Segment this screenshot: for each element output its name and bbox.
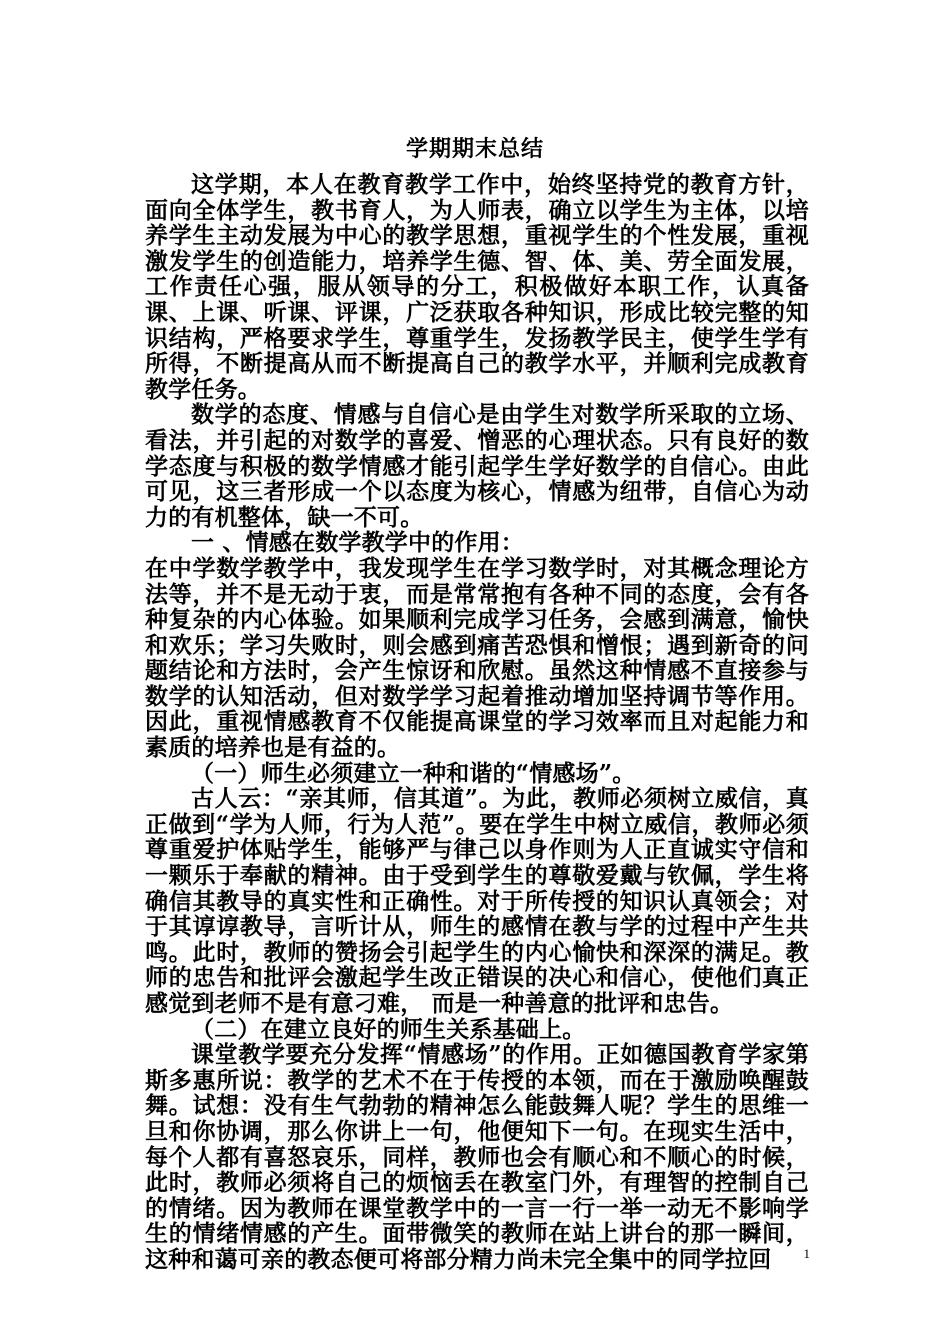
document-title: 学期期末总结 bbox=[405, 136, 544, 162]
paragraph-math-attitude: 数学的态度、情感与自信心是由学生对数学所采取的立场、看法，并引起的对数学的喜爱、憎恶的心理状态。只有良好的数学态度与积极的数学情感才能引起学生学好数学的自信心。由此可见，这三者形成一个以态度为核心，情感为纽带，自信心为动力的有机整体，缺一不可。 bbox=[145, 401, 809, 531]
section-heading-1: 一 、情感在数学教学中的作用： bbox=[191, 529, 525, 557]
page-number: 1 bbox=[803, 1246, 810, 1261]
paragraph-emotion-role: 在中学数学教学中，我发现学生在学习数学时，对其概念理论方法等，并不是无动于衷，而是常常抱有各种不同的态度，会有各种复杂的内心体验。如果顺利完成学习任务，会感到满意，愉快和欢乐；学习失败时，则会感到痛苦恐惧和憎恨；遇到新奇的问题结论和方法时，会产生惊讶和欣慰。虽然这种情感不直接参与数学的认知活动，但对数学学习起着推动增加坚持调节等作用。因此，重视情感教育不仅能提高课堂的学习效率而且对起能力和素质的培养也是有益的。 bbox=[145, 554, 809, 762]
paragraph-classroom-emotion: 课堂教学要充分发挥“情感场”的作用。正如德国教育学家第斯多惠所说：教学的艺术不在于传授的本领，而在于激励唤醒鼓舞。试想：没有生气勃勃的精神怎么能鼓舞人呢？学生的思维一旦和你协调，那么你讲上一句，他便知下一句。在现实生活中，每个人都有喜怒哀乐，同样，教师也会有顺心和不顺心的时候，此时，教师必须将自己的烦恼丢在教室门外，有理智的控制自己的情绪。因为教师在课堂教学中的一言一行一举一动无不影响学生的情绪情感的产生。面带微笑的教师在站上讲台的那一瞬间，这种和蔼可亲的教态便可将部分精力尚未完全集中的同学拉回 bbox=[145, 1041, 809, 1273]
paragraph-teacher-prestige: 古人云：“亲其师，信其道”。为此，教师必须树立威信，真正做到“学为人师，行为人范”。要在学生中树立威信，教师必须尊重爱护体贴学生，能够严与律己以身作则为人正直诚实守信和一颗乐于奉献的精神。由于受到学生的尊敬爱戴与钦佩，学生将确信其教导的真实性和正确性。对于所传授的知识认真领会；对于其谆谆教导，言听计从，师生的感情在教与学的过程中产生共鸣。此时，教师的赞扬会引起学生的内心愉快和深深的满足。教师的忠告和批评会激起学生改正错误的决心和信心，使他们真正感觉到老师不是有意刁难， 而是一种善意的批评和忠告。 bbox=[145, 785, 809, 1017]
subsection-heading-1: （一）师生必须建立一种和谐的“情感场”。 bbox=[191, 759, 636, 787]
subsection-heading-2: （二）在建立良好的师生关系基础上。 bbox=[191, 1015, 586, 1043]
paragraph-intro: 这学期，本人在教育教学工作中，始终坚持党的教育方针，面向全体学生，教书育人，为人师表，确立以学生为主体，以培养学生主动发展为中心的教学思想，重视学生的个性发展，重视激发学生的创造能力，培养学生德、智、体、美、劳全面发展，工作责任心强，服从领导的分工，积极做好本职工作，认真备课、上课、听课、评课，广泛获取各种知识，形成比较完整的知识结构，严格要求学生，尊重学生，发扬教学民主，使学生学有所得，不断提高从而不断提高自己的教学水平，并顺利完成教育教学任务。 bbox=[145, 171, 809, 403]
document-body bbox=[145, 172, 809, 1273]
